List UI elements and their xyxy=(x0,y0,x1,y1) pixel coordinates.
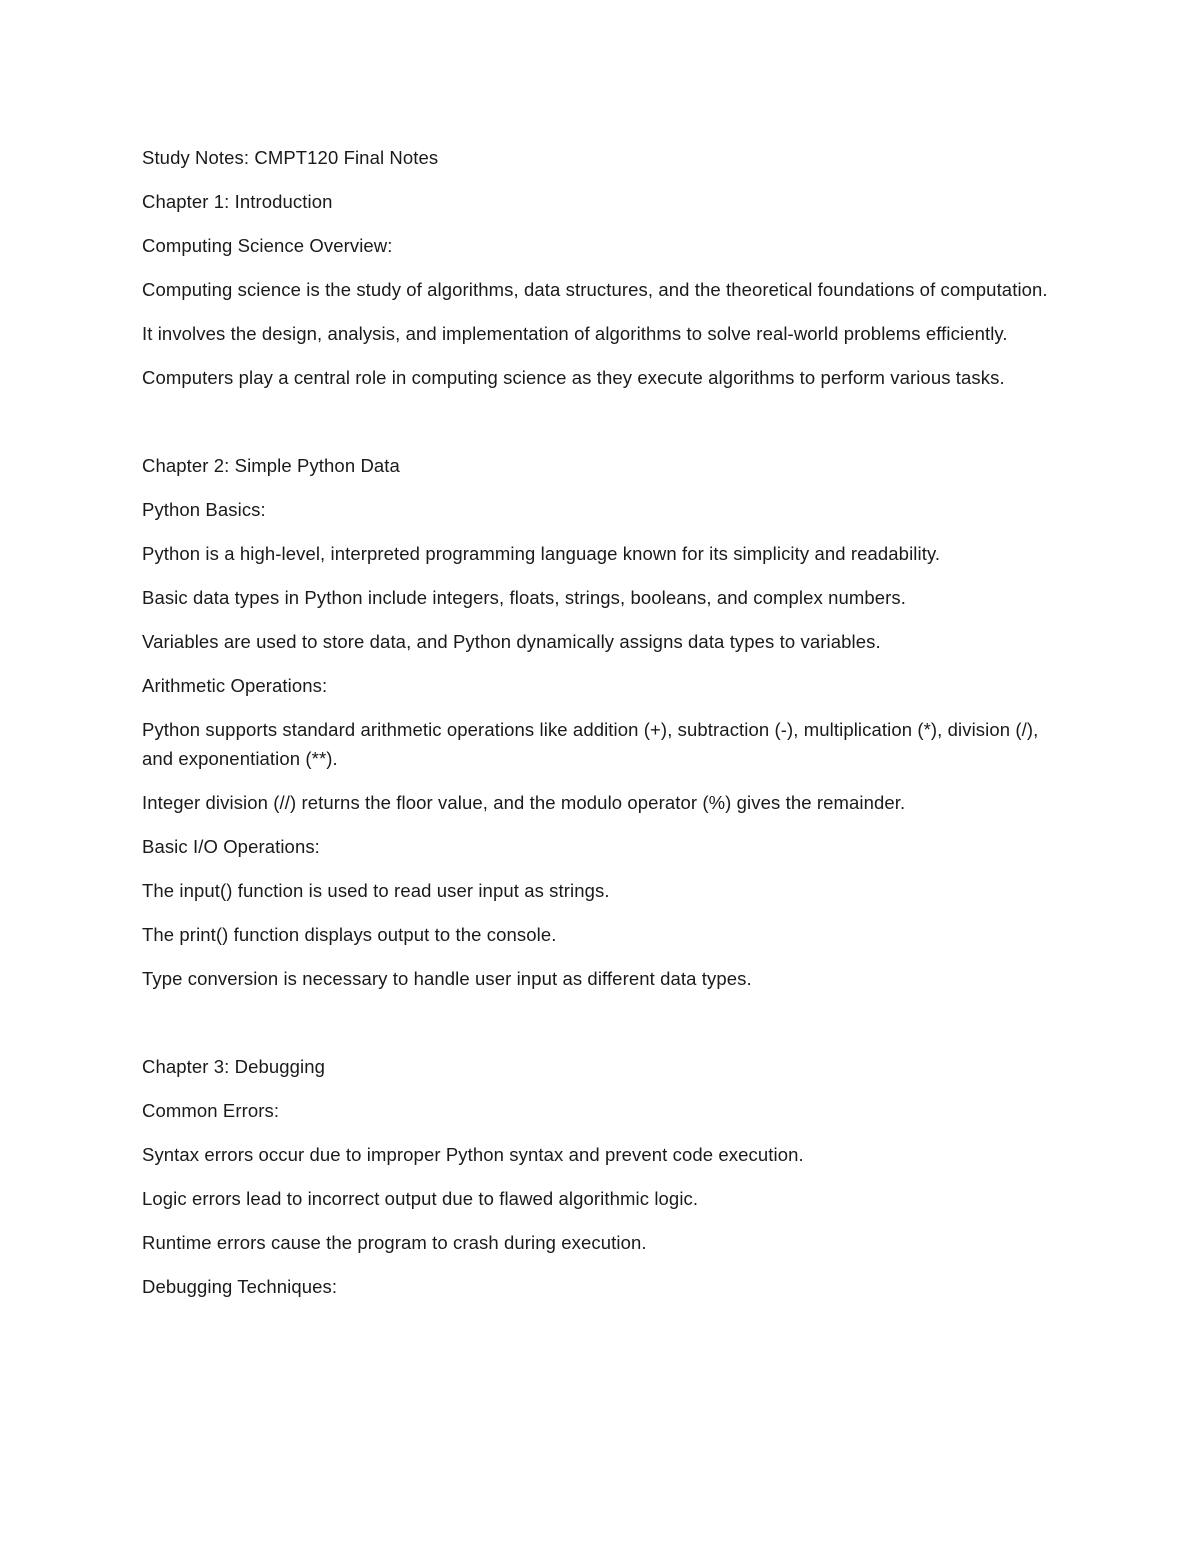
paragraph: Integer division (//) returns the floor value, and the modulo operator (%) gives the remainder. xyxy=(142,792,906,813)
chapter-3-heading: Chapter 3: Debugging xyxy=(142,1056,326,1077)
paragraph: Logic errors lead to incorrect output due to flawed algorithmic logic. xyxy=(142,1188,699,1209)
section-heading-basic-io-operations: Basic I/O Operations: xyxy=(142,836,320,857)
section-heading-debugging-techniques: Debugging Techniques: xyxy=(142,1276,338,1297)
paragraph: It involves the design, analysis, and implementation of algorithms to solve real-world problems efficiently. xyxy=(142,323,1008,344)
document-body xyxy=(142,143,1062,1316)
paragraph: Runtime errors cause the program to crash during execution. xyxy=(142,1232,647,1253)
paragraph: Python supports standard arithmetic operations like addition (+), subtraction (-), multiplication (*), division (/), and exponentiation (**). xyxy=(142,719,1039,769)
paragraph: Basic data types in Python include integers, floats, strings, booleans, and complex numbers. xyxy=(142,587,907,608)
paragraph: Computers play a central role in computing science as they execute algorithms to perform various tasks. xyxy=(142,367,1005,388)
paragraph: Type conversion is necessary to handle user input as different data types. xyxy=(142,968,752,989)
blank-line xyxy=(142,407,1062,436)
paragraph: Variables are used to store data, and Python dynamically assigns data types to variables. xyxy=(142,631,881,652)
paragraph: Computing science is the study of algorithms, data structures, and the theoretical foundations of computation. xyxy=(142,279,1048,300)
chapter-1-heading: Chapter 1: Introduction xyxy=(142,191,333,212)
paragraph: The print() function displays output to the console. xyxy=(142,924,557,945)
paragraph: The input() function is used to read user input as strings. xyxy=(142,880,610,901)
chapter-2-heading: Chapter 2: Simple Python Data xyxy=(142,455,400,476)
paragraph: Python is a high-level, interpreted programming language known for its simplicity and readability. xyxy=(142,543,941,564)
section-heading-python-basics: Python Basics: xyxy=(142,499,266,520)
section-heading-computing-science-overview: Computing Science Overview: xyxy=(142,235,393,256)
blank-line xyxy=(142,1008,1062,1037)
section-heading-arithmetic-operations: Arithmetic Operations: xyxy=(142,675,328,696)
paragraph: Syntax errors occur due to improper Python syntax and prevent code execution. xyxy=(142,1144,804,1165)
document-title: Study Notes: CMPT120 Final Notes xyxy=(142,147,439,168)
section-heading-common-errors: Common Errors: xyxy=(142,1100,280,1121)
